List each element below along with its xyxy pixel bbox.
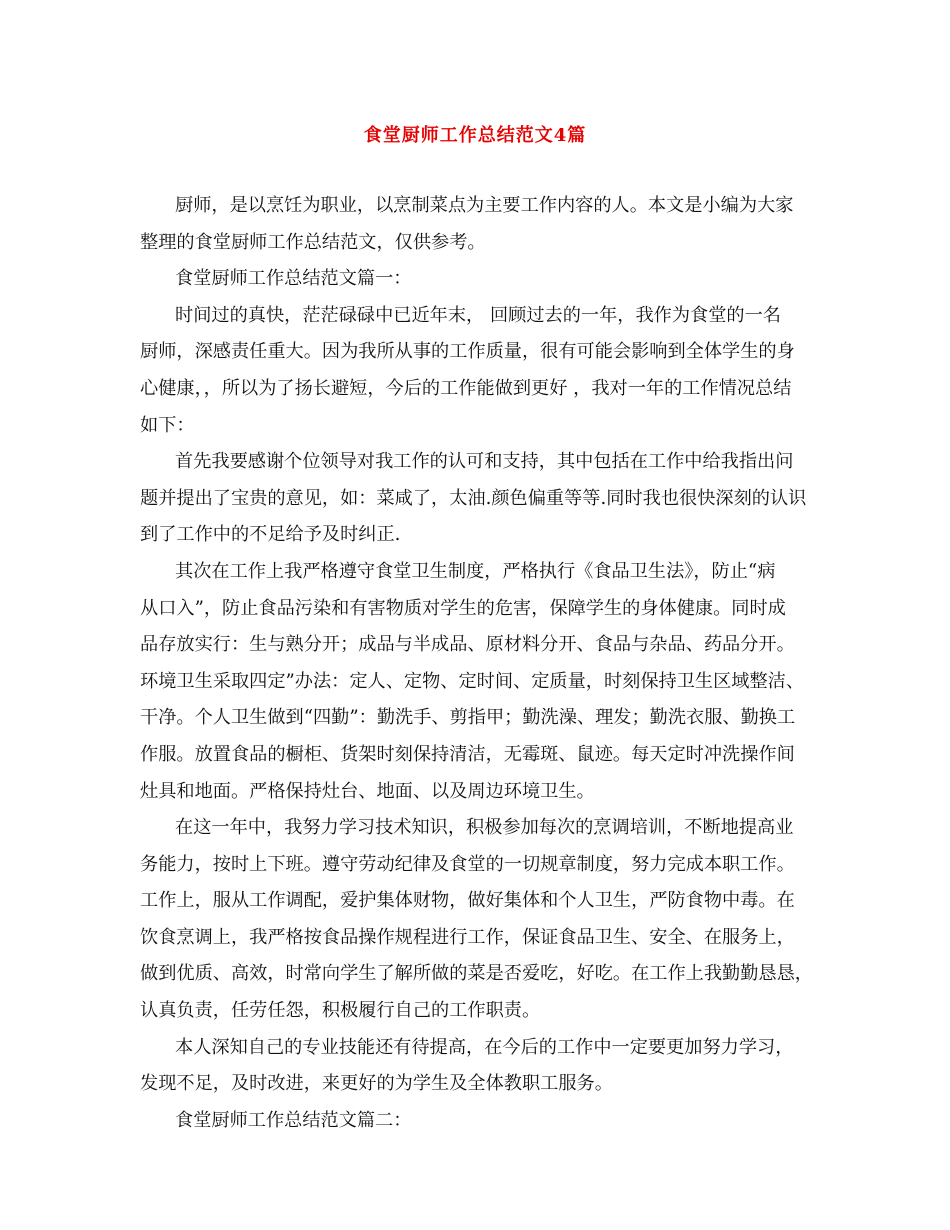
text-line: 干净。个人卫生做到“四勤”：勤洗手、剪指甲；勤洗澡、理发；勤洗衣服、勤换工: [140, 707, 796, 729]
text-line: 饮食烹调上，我严格按食品操作规程进行工作，保证食品卫生、安全、在服务上，: [140, 926, 795, 948]
document-body: [140, 188, 830, 1139]
text-line: 厨师，深感责任重大。因为我所从事的工作质量，很有可能会影响到全体学生的身: [140, 341, 795, 363]
text-line: 品存放实行：生与熟分开；成品与半成品、原材料分开、食品与杂品、药品分开。: [140, 634, 795, 656]
text-line: 环境卫生采取四定”办法：定人、定物、定时间、定质量，时刻保持卫生区域整洁、: [140, 670, 805, 692]
text-line: 整理的食堂厨师工作总结范文，仅供参考。: [140, 231, 486, 253]
section-heading: 食堂厨师工作总结范文篇一：: [175, 268, 412, 290]
text-line: 务能力，按时上下班。遵守劳动纪律及食堂的一切规章制度，努力完成本职工作。: [140, 853, 795, 875]
text-line: 认真负责，任劳任怨，积极履行自己的工作职责。: [140, 1000, 541, 1022]
text-line: 从口入”，防止食品污染和有害物质对学生的危害，保障学生的身体健康。同时成: [140, 597, 786, 619]
text-line: 心健康，，所以为了扬长避短，今后的工作能做到更好 ，我对一年的工作情况总结: [140, 377, 792, 399]
text-line: 在这一年中，我努力学习技术知识，积极参加每次的烹调培训，不断地提高业: [175, 817, 794, 839]
text-line: 时间过的真快，茫茫碌碌中已近年末， 回顾过去的一年，我作为食堂的一名: [175, 304, 781, 326]
document-title: 食堂厨师工作总结范文4篇: [363, 125, 587, 146]
text-line: 如下：: [140, 414, 195, 436]
text-line: 到了工作中的不足给予及时纠正.: [140, 524, 401, 546]
text-line: 题并提出了宝贵的意见，如：菜咸了，太油.颜色偏重等等.同时我也很快深刻的认识: [140, 487, 807, 509]
text-line: 做到优质、高效，时常向学生了解所做的菜是否爱吃，好吃。在工作上我勤勤恳恳，: [140, 963, 813, 985]
text-line: 工作上，服从工作调配，爱护集体财物，做好集体和个人卫生，严防食物中毒。在: [140, 890, 795, 912]
text-line: 首先我要感谢个位领导对我工作的认可和支持，其中包括在工作中给我指出问: [175, 451, 794, 473]
text-line: 本人深知自己的专业技能还有待提高，在今后的工作中一定要更加努力学习，: [175, 1036, 794, 1058]
text-line: 作服。放置食品的橱柜、货架时刻保持清洁，无霉斑、鼠迹。每天定时冲洗操作间: [140, 743, 795, 765]
text-line: 其次在工作上我严格遵守食堂卫生制度，严格执行《食品卫生法》，防止“病: [175, 560, 776, 582]
text-line: 灶具和地面。严格保持灶台、地面、以及周边环境卫生。: [140, 780, 595, 802]
section-heading: 食堂厨师工作总结范文篇二：: [175, 1109, 412, 1131]
text-line: 发现不足，及时改进，来更好的为学生及全体教职工服务。: [140, 1073, 613, 1095]
text-line: 厨师，是以烹饪为职业，以烹制菜点为主要工作内容的人。本文是小编为大家: [175, 195, 794, 216]
